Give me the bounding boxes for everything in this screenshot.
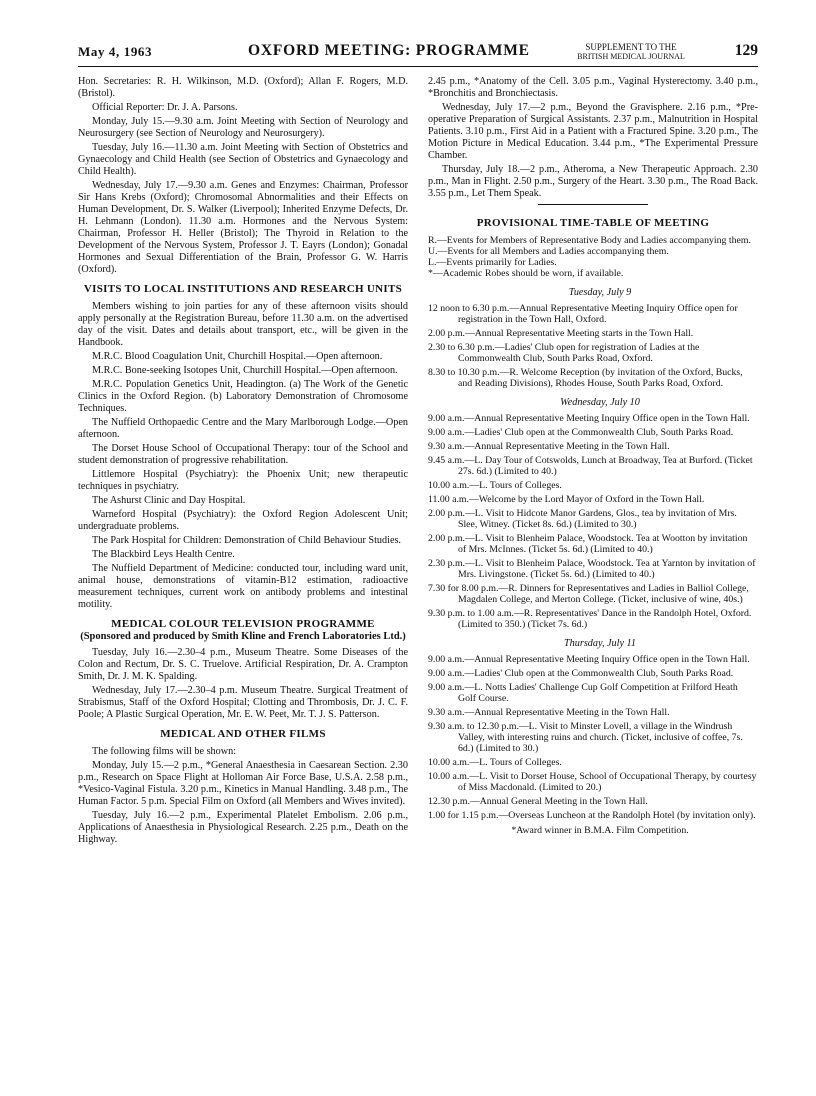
section-monday: Monday, July 15.—9.30 a.m. Joint Meeting with Section of Neurology and Neurosurgery (see Section of Neurology and Neurosurgery). (78, 116, 408, 139)
films-wednesday: Wednesday, July 17.—2 p.m., Beyond the Gravisphere. 2.16 p.m., *Pre-operative Preparation of Surgical Assistants. 2.37 p.m., Malnutrition in Hospital Patients. 3.10 p.m., First Aid in a Patient with a Fractured Spine. 3.20 p.m., The Motion Picture in Medical Education. 3.44 p.m., *The Experimental Pressure Chamber. (428, 102, 758, 161)
visit-item: The Nuffield Department of Medicine: conducted tour, including ward unit, animal house, demonstrations of vitamin-B12 estimation, radioactive measurement techniques, current work on antibody problems and intestinal motility. (78, 563, 408, 610)
films-intro: The following films will be shown: (92, 746, 237, 757)
timetable-entry: 2.30 to 6.30 p.m.—Ladies' Club open for registration of Ladies at the Commonwealth Club, South Parks Road, Oxford. (428, 342, 700, 364)
day-title: Tuesday, July 9 (568, 287, 632, 298)
timetable-entry: 10.00 a.m.—L. Visit to Dorset House, School of Occupational Therapy, by courtesy of Miss Macdonald. (Limited to 20.) (428, 771, 757, 793)
legend-item: *—Academic Robes should be worn, if available. (428, 268, 624, 279)
timetable-entry: 9.00 a.m.—Annual Representative Meeting Inquiry Office open in the Town Hall. (428, 413, 750, 424)
visit-item: The Park Hospital for Children: Demonstration of Child Behaviour Studies. (92, 535, 401, 546)
page-header (78, 42, 758, 66)
legend-item: U.—Events for all Members and Ladies accompanying them. (428, 246, 669, 257)
timetable-entry: 8.30 to 10.30 p.m.—R. Welcome Reception (by invitation of the Oxford, Bucks, and Reading Divisions), Rhodes House, South Parks Road, Oxford. (428, 367, 743, 389)
award-footnote: *Award winner in B.M.A. Film Competition. (511, 825, 689, 836)
timetable-entry: 2.30 p.m.—L. Visit to Blenheim Palace, Woodstock. Tea at Yarnton by invitation of Mrs. Livingstone. (Ticket 5s. 6d.) (Limited to 40.) (428, 558, 756, 580)
timetable-entry: 9.00 a.m.—Ladies' Club open at the Commonwealth Club, South Parks Road. (428, 427, 734, 438)
timetable-entry: 7.30 for 8.00 p.m.—R. Dinners for Representatives and Ladies in Balliol College, Magdalen College, and Merton College. (Ticket, inclusive of wine, 40s.) (428, 583, 749, 605)
visit-item: M.R.C. Bone-seeking Isotopes Unit, Churchill Hospital.—Open afternoon. (92, 365, 398, 376)
timetable-entry: 9.30 a.m.—Annual Representative Meeting in the Town Hall. (428, 707, 670, 718)
films-monday: Monday, July 15.—2 p.m., *General Anaesthesia in Caesarean Section. 2.30 p.m., Research on Space Flight at Holloman Air Force Base, U.S.A. 2.58 p.m., *Vesico-Vaginal Fistula. 3.20 p.m., Kinetics in Manual Handling. 3.48 p.m., The Human Factor. 5 p.m. Special Film on Oxford (all Members and Wives invited). (78, 760, 408, 807)
timetable-entry: 2.00 p.m.—Annual Representative Meeting starts in the Town Hall. (428, 328, 694, 339)
tv-sponsor: (Sponsored and produced by Smith Kline and French Laboratories Ltd.) (80, 631, 406, 642)
visit-item: The Nuffield Orthopaedic Centre and the Mary Marlborough Lodge.—Open afternoon. (78, 417, 408, 440)
timetable-legend (428, 235, 758, 279)
visit-item: Members wishing to join parties for any of these afternoon visits should apply personally at the Registration Bureau, before 11.30 a.m. on the advertised day of the visit. Dates and details about transport, etc., will be given in the Handbook. (78, 301, 408, 348)
header-rule (78, 66, 758, 67)
timetable-entry: 9.30 a.m. to 12.30 p.m.—L. Visit to Minster Lovell, a village in the Windrush Valley, with interesting ruins and church. (Ticket, inclusive of coffee, 7s. 6d.) (Limited to 30.) (428, 721, 743, 754)
visit-item: Littlemore Hospital (Psychiatry): the Phoenix Unit; new therapeutic techniques in psychiatry. (78, 469, 408, 492)
timetable-entry: 11.00 a.m.—Welcome by the Lord Mayor of Oxford in the Town Hall. (428, 494, 705, 505)
timetable-entry: 10.00 a.m.—L. Tours of Colleges. (428, 757, 562, 768)
section-divider (538, 204, 648, 205)
films-tuesday-continued: 2.45 p.m., *Anatomy of the Cell. 3.05 p.m., Vaginal Hysterectomy. 3.40 p.m., *Bronchitis and Bronchiectasis. (428, 76, 758, 99)
right-column (428, 76, 758, 839)
visit-item: Warneford Hospital (Psychiatry): the Oxford Region Adolescent Unit; undergraduate problems. (78, 509, 408, 532)
timetable-entry: 9.30 p.m. to 1.00 a.m.—R. Representatives' Dance in the Randolph Hotel, Oxford. (Limited to 350.) (Ticket 7s. 6d.) (428, 608, 752, 630)
visit-item: The Ashurst Clinic and Day Hospital. (92, 495, 246, 506)
timetable-entry: 10.00 a.m.—L. Tours of Colleges. (428, 480, 562, 491)
timetable-entry: 9.00 a.m.—L. Notts Ladies' Challenge Cup Golf Competition at Frilford Heath Golf Course. (428, 682, 738, 704)
hon-secretaries: Hon. Secretaries: R. H. Wilkinson, M.D. (Oxford); Allan F. Rogers, M.D. (Bristol). (78, 76, 408, 99)
visits-list (78, 301, 408, 611)
visit-item: The Blackbird Leys Health Centre. (92, 549, 235, 560)
tv-heading: MEDICAL COLOUR TELEVISION PROGRAMME (111, 618, 375, 630)
legend-item: R.—Events for Members of Representative Body and Ladies accompanying them. (428, 235, 751, 246)
section-wednesday: Wednesday, July 17.—9.30 a.m. Genes and Enzymes: Chairman, Professor Sir Hans Krebs (Oxford); Chromosomal Abnormalities and their Effects on Human Development, Dr. S. Walker (Liverpool); Inherited Enzyme Defects, Dr. H. Lehmann (London). 11.30 a.m. Hormones and the Nervous System: Chairman, Professor H. Heller (Bristol); The Thyroid in Relation to the Development of the Nervous System, Professor J. T. Eayrs (London); Gonadal Hormones and Sexual Differentiation of the Brain, Professor G. W. Harris (Oxford). (78, 180, 408, 275)
official-reporter: Official Reporter: Dr. J. A. Parsons. (92, 102, 238, 113)
day-title: Wednesday, July 10 (560, 397, 640, 408)
timetable-entry: 2.00 p.m.—L. Visit to Hidcote Manor Gardens, Glos., tea by invitation of Mrs. Slee, Witney. (Ticket 8s. 6d.) (Limited to 30.) (428, 508, 737, 530)
visit-item: M.R.C. Population Genetics Unit, Headington. (a) The Work of the Genetic Clinics in the Oxford Region. (b) Laboratory Demonstration of Chromosome Techniques. (78, 379, 408, 414)
timetable-entry: 9.30 a.m.—Annual Representative Meeting in the Town Hall. (428, 441, 670, 452)
supplement-line-1: SUPPLEMENT TO THE (585, 42, 677, 52)
films-tuesday: Tuesday, July 16.—2 p.m., Experimental Platelet Embolism. 2.06 p.m., Applications of Anaesthesia in Physiological Research. 2.25 p.m., Death on the Highway. (78, 810, 408, 845)
timetable-entry: 2.00 p.m.—L. Visit to Blenheim Palace, Woodstock. Tea at Wootton by invitation of Mrs. McInnes. (Ticket 5s. 6d.) (Limited to 40.) (428, 533, 748, 555)
tv-tuesday: Tuesday, July 16.—2.30–4 p.m., Museum Theatre. Some Diseases of the Colon and Rectum, Dr. S. C. Truelove. Artificial Respiration, Dr. A. Crampton Smith, Dr. J. M. K. Spalding. (78, 647, 408, 682)
supplement-line-2: BRITISH MEDICAL JOURNAL (577, 52, 685, 61)
visit-item: M.R.C. Blood Coagulation Unit, Churchill Hospital.—Open afternoon. (92, 351, 383, 362)
visits-heading: VISITS TO LOCAL INSTITUTIONS AND RESEARCH UNITS (83, 283, 403, 295)
timetable-entry: 12.30 p.m.—Annual General Meeting in the Town Hall. (428, 796, 648, 807)
day-block-wednesday (428, 397, 758, 630)
legend-item: L.—Events primarily for Ladies. (428, 257, 557, 268)
tv-wednesday: Wednesday, July 17.—2.30–4 p.m. Museum Theatre. Surgical Treatment of Strabismus, Staff of the Oxford Hospital; Clotting and Thrombosis, Dr. J. C. F. Poole; A Plastic Surgical Operation, Mr. E. W. Peet, Mr. T. J. S. Patterson. (78, 685, 408, 720)
issue-date: May 4, 1963 (78, 44, 153, 59)
left-column (78, 76, 408, 848)
day-block-tuesday (428, 287, 758, 389)
day-block-thursday (428, 638, 758, 821)
films-thursday: Thursday, July 18.—2 p.m., Atheroma, a New Therapeutic Approach. 2.30 p.m., Man in Flight. 2.50 p.m., Surgery of the Heart. 3.30 p.m., The Road Back. 3.55 p.m., Let Them Speak. (428, 164, 758, 199)
timetable-entry: 9.00 a.m.—Annual Representative Meeting Inquiry Office open in the Town Hall. (428, 654, 750, 665)
visit-item: The Dorset House School of Occupational Therapy: tour of the School and student demonstration of progressive rehabilitation. (78, 443, 408, 466)
page-number: 129 (734, 42, 758, 59)
day-title: Thursday, July 11 (564, 638, 636, 649)
timetable-entry: 12 noon to 6.30 p.m.—Annual Representative Meeting Inquiry Office open for registration in the Town Hall, Oxford. (428, 303, 738, 325)
timetable-heading: PROVISIONAL TIME-TABLE OF MEETING (476, 217, 710, 229)
timetable-entry: 9.45 a.m.—L. Day Tour of Cotswolds, Lunch at Broadway, Tea at Burford. (Ticket 27s. 6d.) (Limited to 40.) (428, 455, 753, 477)
running-title: OXFORD MEETING: PROGRAMME (248, 42, 530, 59)
films-heading: MEDICAL AND OTHER FILMS (160, 728, 326, 740)
timetable-entry: 1.00 for 1.15 p.m.—Overseas Luncheon at the Randolph Hotel (by invitation only). (428, 810, 756, 821)
section-tuesday: Tuesday, July 16.—11.30 a.m. Joint Meeting with Section of Obstetrics and Gynaecology and Child Health (see Section of Obstetrics and Gynaecology and Child Health). (78, 142, 408, 177)
supplement-label (566, 43, 696, 61)
timetable-entry: 9.00 a.m.—Ladies' Club open at the Commonwealth Club, South Parks Road. (428, 668, 734, 679)
